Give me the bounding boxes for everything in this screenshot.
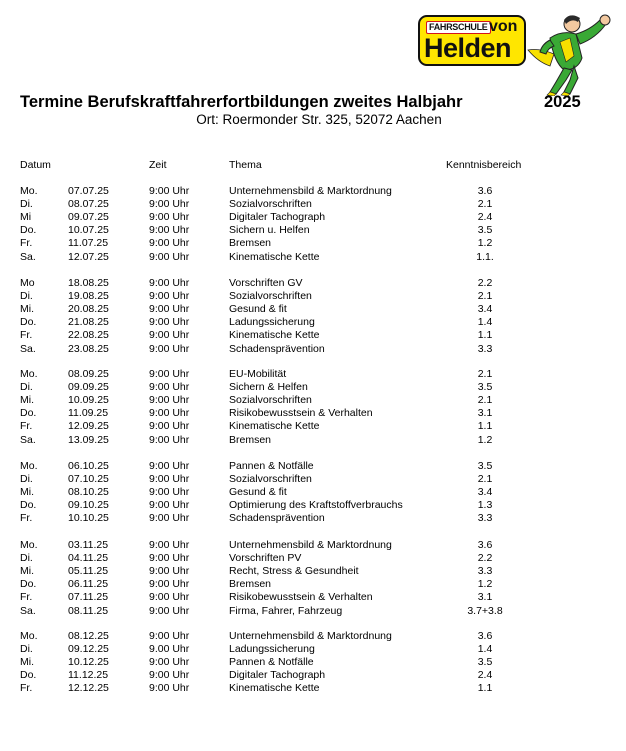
date-cell: 23.08.25	[68, 342, 109, 355]
day-cell: Fr.	[20, 237, 33, 250]
area-cell: 3.3	[477, 565, 493, 578]
day-cell: Di.	[20, 552, 33, 565]
time-cell: 9:00 Uhr	[149, 539, 190, 551]
table-row	[0, 630, 626, 643]
table-row	[0, 316, 626, 329]
topic-cell: Vorschriften PV	[229, 552, 302, 565]
date-cell: 08.11.25	[68, 604, 109, 617]
column-header-area: Kenntnisbereich	[446, 159, 522, 171]
topic-cell: Sozialvorschriften	[229, 394, 312, 407]
topic-cell: EU-Mobilität	[229, 368, 287, 380]
day-cell: Mi	[20, 211, 32, 224]
table-row	[0, 381, 626, 394]
area-cell: 3.6	[477, 185, 493, 197]
day-cell: Sa.	[20, 250, 36, 263]
area-cell: 3.7+3.8	[467, 604, 503, 617]
area-cell: 1.1	[477, 329, 493, 342]
area-cell: 1.1	[477, 682, 493, 695]
day-cell: Do.	[20, 224, 37, 237]
area-cell: 2.1	[477, 394, 493, 407]
area-cell: 2.1	[477, 198, 493, 211]
table-row	[0, 552, 626, 565]
topic-cell: Pannen & Notfälle	[229, 460, 314, 472]
day-cell: Mi.	[20, 486, 34, 499]
day-cell: Mo.	[20, 630, 38, 642]
time-cell: 9:00 Uhr	[149, 512, 190, 525]
day-cell: Sa.	[20, 604, 36, 617]
table-row	[0, 407, 626, 420]
date-cell: 22.08.25	[68, 329, 109, 342]
topic-cell: Digitaler Tachograph	[229, 211, 326, 224]
time-cell: 9:00 Uhr	[149, 394, 190, 407]
date-cell: 21.08.25	[68, 316, 109, 329]
day-cell: Mi.	[20, 656, 34, 669]
area-cell: 3.3	[477, 342, 493, 355]
topic-cell: Risikobewusstsein & Verhalten	[229, 591, 373, 604]
topic-cell: Bremsen	[229, 433, 272, 446]
date-cell: 06.11.25	[68, 578, 109, 591]
topic-cell: Sozialvorschriften	[229, 290, 312, 303]
date-cell: 18.08.25	[68, 277, 109, 289]
topic-cell: Gesund & fit	[229, 486, 287, 499]
date-cell: 09.12.25	[68, 643, 109, 656]
area-cell: 3.4	[477, 303, 493, 316]
column-header-time: Zeit	[149, 159, 167, 171]
table-row	[0, 591, 626, 604]
day-cell: Sa.	[20, 342, 36, 355]
date-cell: 10.12.25	[68, 656, 109, 669]
topic-cell: Firma, Fahrer, Fahrzeug	[229, 604, 343, 617]
time-cell: 9:00 Uhr	[149, 552, 190, 565]
topic-cell: Optimierung des Kraftstoffverbrauchs	[229, 499, 403, 512]
topic-cell: Kinematische Kette	[229, 682, 320, 695]
table-row	[0, 669, 626, 682]
topic-cell: Risikobewusstsein & Verhalten	[229, 407, 373, 420]
area-cell: 2.4	[477, 211, 493, 224]
table-row	[0, 394, 626, 407]
time-cell: 9:00 Uhr	[149, 290, 190, 303]
date-cell: 12.12.25	[68, 682, 109, 695]
day-cell: Do.	[20, 669, 37, 682]
table-row	[0, 578, 626, 591]
logo-tag: FAHRSCHULE	[426, 21, 491, 34]
area-cell: 1.2	[477, 237, 493, 250]
area-cell: 2.2	[477, 277, 493, 289]
date-cell: 10.07.25	[68, 224, 109, 237]
day-cell: Mo.	[20, 185, 38, 197]
time-cell: 9:00 Uhr	[149, 368, 190, 380]
day-cell: Mo.	[20, 460, 38, 472]
date-cell: 19.08.25	[68, 290, 109, 303]
time-cell: 9:00 Uhr	[149, 604, 190, 617]
time-cell: 9:00 Uhr	[149, 433, 190, 446]
date-cell: 04.11.25	[68, 552, 109, 565]
day-cell: Mi.	[20, 565, 34, 578]
day-cell: Do.	[20, 407, 37, 420]
table-row	[0, 656, 626, 669]
topic-cell: Sozialvorschriften	[229, 198, 312, 211]
time-cell: 9:00 Uhr	[149, 342, 190, 355]
area-cell: 3.5	[477, 224, 493, 237]
table-row	[0, 499, 626, 512]
time-cell: 9:00 Uhr	[149, 237, 190, 250]
date-cell: 10.09.25	[68, 394, 109, 407]
table-row	[0, 565, 626, 578]
time-cell: 9:00 Uhr	[149, 407, 190, 420]
date-cell: 11.12.25	[68, 669, 109, 682]
day-cell: Di.	[20, 643, 33, 656]
table-row	[0, 473, 626, 486]
topic-cell: Pannen & Notfälle	[229, 656, 314, 669]
date-cell: 08.10.25	[68, 486, 109, 499]
time-cell: 9:00 Uhr	[149, 250, 190, 263]
area-cell: 3.5	[477, 381, 493, 394]
area-cell: 1.2	[477, 433, 493, 446]
column-header-date: Datum	[20, 159, 51, 171]
day-cell: Fr.	[20, 420, 33, 433]
logo-von: von	[489, 18, 518, 35]
date-cell: 10.10.25	[68, 512, 109, 525]
day-cell: Mo	[20, 277, 35, 289]
time-cell: 9:00 Uhr	[149, 565, 190, 578]
time-cell: 9:00 Uhr	[149, 578, 190, 591]
date-cell: 08.07.25	[68, 198, 109, 211]
table-row	[0, 343, 626, 356]
time-cell: 9:00 Uhr	[149, 224, 190, 237]
table-row	[0, 185, 626, 198]
day-cell: Mi.	[20, 303, 34, 316]
table-row	[0, 211, 626, 224]
topic-cell: Schadensprävention	[229, 512, 325, 525]
superhero-mascot-icon	[520, 8, 620, 96]
topic-cell: Unternehmensbild & Marktordnung	[229, 185, 392, 197]
time-cell: 9:00 Uhr	[149, 460, 190, 472]
date-cell: 08.09.25	[68, 368, 109, 380]
area-cell: 1.4	[477, 643, 493, 656]
time-cell: 9:00 Uhr	[149, 303, 190, 316]
day-cell: Di.	[20, 381, 33, 394]
date-cell: 12.07.25	[68, 250, 109, 263]
day-cell: Mo.	[20, 539, 38, 551]
topic-cell: Unternehmensbild & Marktordnung	[229, 630, 392, 642]
time-cell: 9:00 Uhr	[149, 198, 190, 211]
logo-name: Helden	[424, 33, 512, 63]
date-cell: 09.10.25	[68, 499, 109, 512]
date-cell: 07.11.25	[68, 591, 109, 604]
time-cell: 9:00 Uhr	[149, 630, 190, 642]
logo	[418, 15, 526, 66]
area-cell: 2.2	[477, 552, 493, 565]
time-cell: 9:00 Uhr	[149, 473, 190, 486]
date-cell: 12.09.25	[68, 420, 109, 433]
day-cell: Do.	[20, 578, 37, 591]
topic-cell: Digitaler Tachograph	[229, 669, 326, 682]
day-cell: Do.	[20, 499, 37, 512]
page-title: Termine Berufskraftfahrerfortbildungen zweites Halbjahr	[20, 93, 463, 111]
topic-cell: Vorschriften GV	[229, 277, 303, 289]
table-row	[0, 512, 626, 525]
topic-cell: Bremsen	[229, 578, 272, 591]
day-cell: Di.	[20, 473, 33, 486]
table-row	[0, 605, 626, 618]
date-cell: 05.11.25	[68, 565, 109, 578]
day-cell: Fr.	[20, 512, 33, 525]
date-cell: 06.10.25	[68, 460, 109, 472]
topic-cell: Sichern u. Helfen	[229, 224, 310, 237]
area-cell: 2.1	[477, 473, 493, 486]
time-cell: 9:00 Uhr	[149, 185, 190, 197]
time-cell: 9:00 Uhr	[149, 329, 190, 342]
day-cell: Sa.	[20, 433, 36, 446]
area-cell: 3.6	[477, 630, 493, 642]
area-cell: 3.5	[477, 656, 493, 669]
topic-cell: Bremsen	[229, 237, 272, 250]
area-cell: 2.1	[477, 368, 493, 380]
date-cell: 08.12.25	[68, 630, 109, 642]
date-cell: 03.11.25	[68, 539, 109, 551]
table-row	[0, 486, 626, 499]
topic-cell: Recht, Stress & Gesundheit	[229, 565, 359, 578]
time-cell: 9:00 Uhr	[149, 420, 190, 433]
area-cell: 3.4	[477, 486, 493, 499]
topic-cell: Kinematische Kette	[229, 329, 320, 342]
table-row	[0, 224, 626, 237]
location: Ort: Roermonder Str. 325, 52072 Aachen	[196, 112, 442, 127]
day-cell: Mi.	[20, 394, 34, 407]
time-cell: 9:00 Uhr	[149, 486, 190, 499]
day-cell: Do.	[20, 316, 37, 329]
table-row	[0, 251, 626, 264]
table-row	[0, 434, 626, 447]
time-cell: 9:00 Uhr	[149, 316, 190, 329]
time-cell: 9:00 Uhr	[149, 381, 190, 394]
topic-cell: Ladungssicherung	[229, 316, 315, 329]
date-cell: 13.09.25	[68, 433, 109, 446]
table-row	[0, 420, 626, 433]
table-row	[0, 643, 626, 656]
area-cell: 3.3	[477, 512, 493, 525]
date-cell: 09.07.25	[68, 211, 109, 224]
page-year: 2025	[544, 93, 581, 111]
time-cell: 9:00 Uhr	[149, 591, 190, 604]
table-row	[0, 277, 626, 290]
area-cell: 1.1	[477, 420, 493, 433]
topic-cell: Gesund & fit	[229, 303, 287, 316]
day-cell: Fr.	[20, 591, 33, 604]
day-cell: Di.	[20, 290, 33, 303]
table-row	[0, 539, 626, 552]
topic-cell: Kinematische Kette	[229, 250, 320, 263]
area-cell: 1.2	[477, 578, 493, 591]
area-cell: 2.1	[477, 290, 493, 303]
column-header-topic: Thema	[229, 159, 262, 171]
date-cell: 20.08.25	[68, 303, 109, 316]
topic-cell: Sozialvorschriften	[229, 473, 312, 486]
table-row	[0, 237, 626, 250]
area-cell: 3.6	[477, 539, 493, 551]
topic-cell: Unternehmensbild & Marktordnung	[229, 539, 392, 551]
date-cell: 07.07.25	[68, 185, 109, 197]
date-cell: 11.09.25	[68, 407, 109, 420]
time-cell: 9:00 Uhr	[149, 682, 190, 695]
table-row	[0, 682, 626, 695]
time-cell: 9:00 Uhr	[149, 499, 190, 512]
time-cell: 9:00 Uhr	[149, 669, 190, 682]
table-row	[0, 303, 626, 316]
date-cell: 07.10.25	[68, 473, 109, 486]
time-cell: 9:00 Uhr	[149, 656, 190, 669]
time-cell: 9:00 Uhr	[149, 277, 190, 289]
day-cell: Fr.	[20, 682, 33, 695]
area-cell: 3.1	[477, 407, 493, 420]
area-cell: 3.1	[477, 591, 493, 604]
area-cell: 2.4	[477, 669, 493, 682]
topic-cell: Ladungssicherung	[229, 643, 315, 656]
time-cell: 9:00 Uhr	[149, 211, 190, 224]
time-cell: 9.00 Uhr	[149, 643, 190, 656]
date-cell: 09.09.25	[68, 381, 109, 394]
table-row	[0, 198, 626, 211]
area-cell: 3.5	[477, 460, 493, 472]
topic-cell: Kinematische Kette	[229, 420, 320, 433]
area-cell: 1.1.	[476, 250, 494, 263]
day-cell: Mo.	[20, 368, 38, 380]
area-cell: 1.4	[477, 316, 493, 329]
table-row	[0, 329, 626, 342]
day-cell: Di.	[20, 198, 33, 211]
day-cell: Fr.	[20, 329, 33, 342]
date-cell: 11.07.25	[68, 237, 109, 250]
area-cell: 1.3	[477, 499, 493, 512]
table-row	[0, 368, 626, 381]
table-row	[0, 460, 626, 473]
topic-cell: Sichern & Helfen	[229, 381, 308, 394]
topic-cell: Schadensprävention	[229, 342, 325, 355]
table-row	[0, 290, 626, 303]
